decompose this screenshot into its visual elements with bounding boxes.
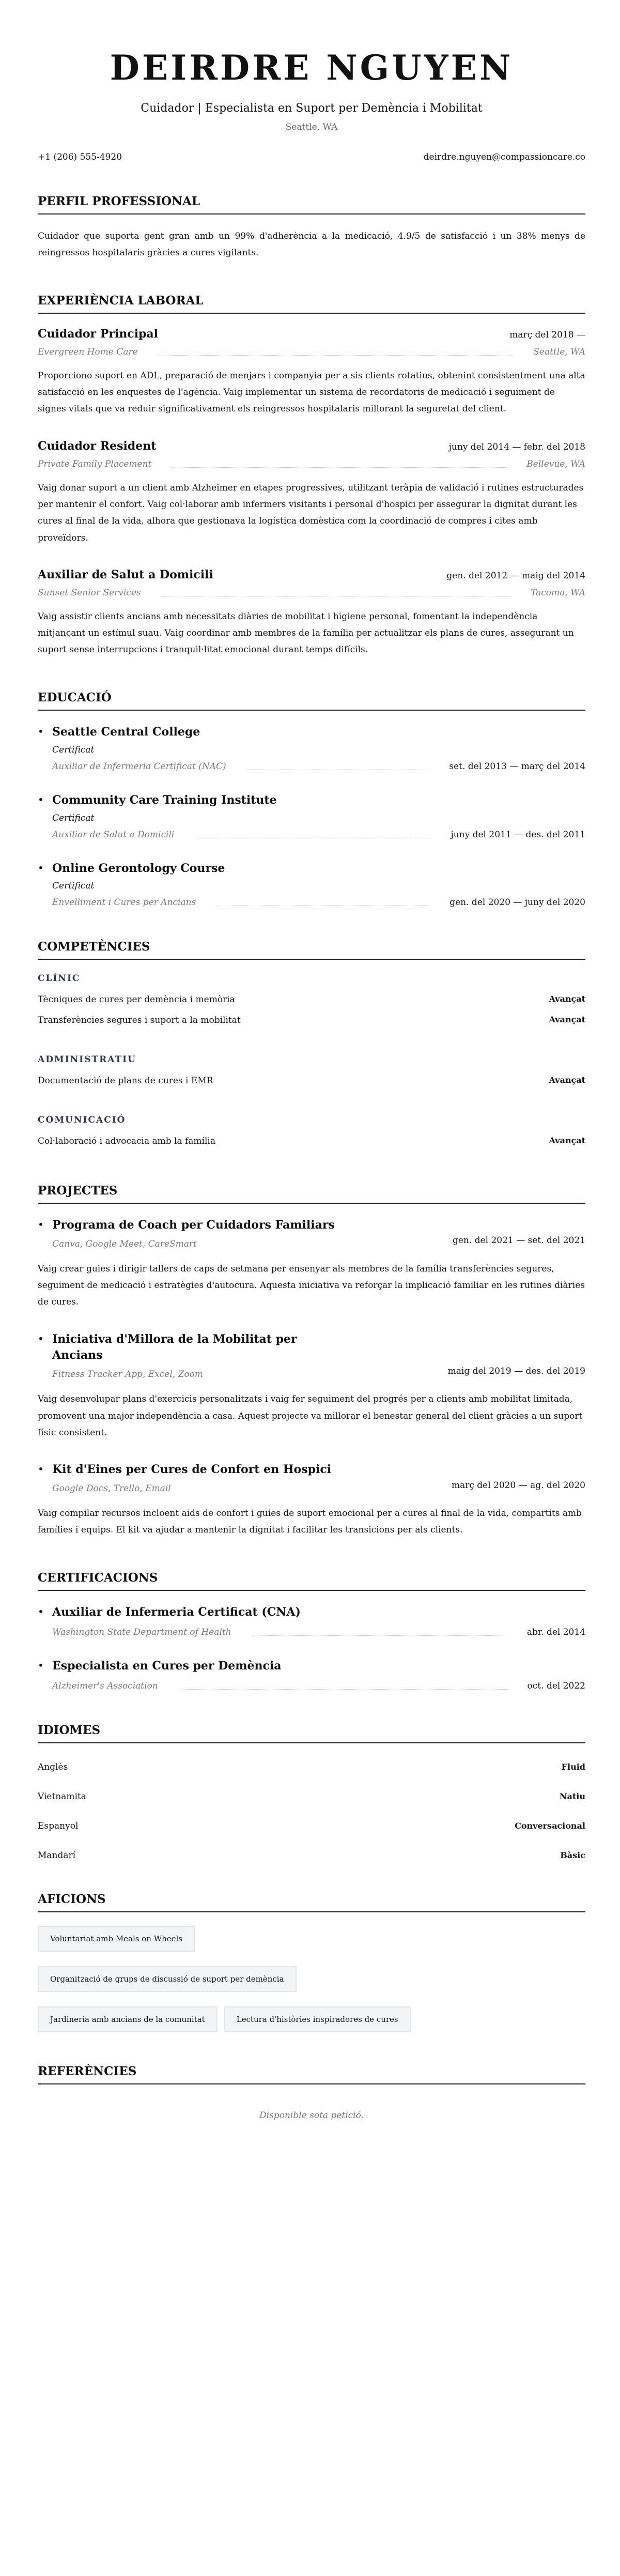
bullet-icon: •	[38, 1605, 44, 1618]
spacer	[38, 1031, 585, 1041]
language-row	[38, 1851, 585, 1860]
company-name: Sunset Senior Services	[38, 587, 141, 598]
certification-meta	[52, 1627, 585, 1637]
language-level: Natiu	[559, 1791, 585, 1801]
certification-meta	[52, 1681, 585, 1691]
school-name: Online Gerontology Course	[52, 861, 225, 875]
hobbies-section	[38, 1892, 585, 2032]
job-title: Cuidador Principal	[38, 327, 159, 341]
skill-row	[38, 1071, 585, 1091]
dot-leader	[252, 1635, 506, 1636]
company-name: Private Family Placement	[38, 458, 152, 469]
job-title: Cuidador Resident	[38, 439, 157, 453]
job-meta	[38, 459, 585, 469]
company-name: Evergreen Home Care	[38, 346, 138, 357]
dot-leader	[162, 595, 510, 596]
project-left	[52, 1331, 342, 1380]
project-tools: Fitness Tracker App, Excel, Zoom	[52, 1369, 204, 1380]
language-name: Vietnamita	[38, 1791, 86, 1802]
field-of-study: Auxiliar de Salut a Domicili	[52, 829, 175, 840]
certifications-section	[38, 1571, 585, 1691]
bullet-icon: •	[38, 1218, 44, 1231]
references-note: Disponible sota petició.	[259, 2110, 364, 2121]
language-name: Mandarí	[38, 1850, 76, 1861]
language-row	[38, 1792, 585, 1801]
project-title: Iniciativa d'Millora de la Mobilitat per Ancians	[52, 1332, 297, 1362]
skill-name: Col·laboració i advocacia amb la família	[38, 1136, 215, 1146]
skill-row	[38, 1010, 585, 1031]
project-tools: Canva, Google Meet, CareSmart	[52, 1238, 197, 1249]
skill-row	[38, 990, 585, 1010]
education-meta	[52, 897, 585, 908]
job-meta	[38, 588, 585, 598]
summary-text: Cuidador que suporta gent gran amb un 99% d'adherència a la medicació, 4.9/5 de satisfacció i un 38% menys de reingressos hospitalaris gràcies a cures vigilants.	[38, 231, 585, 258]
job-header	[38, 327, 585, 341]
issuer: Alzheimer's Association	[52, 1680, 158, 1691]
language-level: Conversacional	[515, 1820, 585, 1831]
section-heading: EDUCACIÓ	[38, 691, 585, 711]
languages-section	[38, 1723, 585, 1860]
skill-level: Avançat	[549, 1014, 585, 1024]
summary-section	[38, 194, 585, 262]
job-entry	[38, 439, 585, 546]
job-location: Bellevue, WA	[526, 458, 585, 469]
location: Seattle, WA	[285, 122, 338, 133]
degree: Certificat	[52, 812, 95, 823]
certification-name: Especialista en Cures per Demència	[52, 1659, 282, 1673]
headline: Cuidador | Especialista en Suport per Demència i Mobilitat	[141, 102, 483, 115]
skills-section	[38, 940, 585, 1151]
project-title: Programa de Coach per Cuidadors Familiars	[52, 1218, 335, 1232]
job-dates: març del 2018 —	[509, 329, 585, 340]
dot-leader	[179, 1689, 507, 1690]
skill-level: Avançat	[549, 994, 585, 1004]
bullet-icon: •	[38, 1659, 44, 1672]
project-left	[52, 1217, 335, 1249]
project-dates: gen. del 2021 — set. del 2021	[452, 1235, 585, 1246]
language-name: Espanyol	[38, 1820, 79, 1831]
project-dates: març del 2020 — ag. del 2020	[451, 1480, 585, 1491]
section-heading: REFERÈNCIES	[38, 2064, 585, 2084]
language-level: Bàsic	[560, 1850, 585, 1860]
bullet-icon: •	[38, 793, 44, 806]
section-heading: COMPETÈNCIES	[38, 940, 585, 960]
job-title: Auxiliar de Salut a Domicili	[38, 568, 213, 581]
field-of-study: Envelliment i Cures per Ancians	[52, 897, 196, 908]
projects-section	[38, 1184, 585, 1539]
section-heading: AFICIONS	[38, 1892, 585, 1912]
spacer	[38, 1091, 585, 1101]
job-dates: juny del 2014 — febr. del 2018	[448, 441, 585, 452]
project-tools: Google Docs, Trello, Email	[52, 1483, 171, 1494]
job-description: Vaig assistir clients ancians amb necessitats diàries de mobilitat i higiene personal, fomentant la independència mitjançant un estímul suau. Vaig coordinar amb membres de la família per actualitzar els plans de cures, assegurant un suport sense interrupcions i tranquil·litat emocional durant temps difícils.	[38, 611, 574, 655]
skill-level: Avançat	[549, 1075, 585, 1085]
certification-date: abr. del 2014	[526, 1627, 585, 1637]
job-meta	[38, 347, 585, 357]
degree: Certificat	[52, 881, 95, 892]
education-entry	[38, 724, 585, 772]
experience-section	[38, 294, 585, 658]
school-name: Community Care Training Institute	[52, 793, 277, 807]
job-description: Proporciono suport en ADL, preparació de menjars i companyia per a sis clients rotatius, obtenint consistentment una alta satisfacció en les enquestes de l'agència. Vaig implementar un sistema de recordatoris de medicació i seguiment de signes vitals que va reduir significativament els reingressos hospitalaris millorant la seguretat del client.	[38, 370, 585, 415]
certification-entry	[38, 1658, 585, 1691]
project-entry	[38, 1217, 585, 1311]
job-header	[38, 439, 585, 453]
dot-leader	[216, 905, 429, 906]
education-meta	[52, 761, 585, 772]
hobby-chip: Lectura d'històries inspiradores de cures	[224, 2006, 411, 2032]
project-header	[52, 1462, 585, 1494]
references-section	[38, 2064, 585, 2121]
bullet-icon: •	[38, 861, 44, 874]
section-heading: EXPERIÈNCIA LABORAL	[38, 294, 585, 314]
skill-name: Documentació de plans de cures i EMR	[38, 1075, 213, 1086]
dot-leader	[159, 355, 513, 356]
certification-entry	[38, 1604, 585, 1637]
field-of-study: Auxiliar de Infermeria Certificat (NAC)	[52, 761, 226, 772]
language-level: Fluid	[561, 1761, 585, 1772]
project-entry	[38, 1331, 585, 1442]
job-entry	[38, 568, 585, 658]
job-location: Tacoma, WA	[531, 587, 585, 598]
project-header	[52, 1331, 585, 1380]
project-description: Vaig compilar recursos incloent aids de confort i guies de suport emocional per a cures al final de la vida, compartits amb famílies i equips. El kit va ajudar a mantenir la dignitat i facilitar les transicions per als clients.	[38, 1508, 582, 1536]
dot-leader	[172, 467, 506, 468]
education-meta	[52, 830, 585, 840]
bullet-icon: •	[38, 725, 44, 738]
dot-leader	[195, 837, 430, 838]
skill-row	[38, 1131, 585, 1152]
job-location: Seattle, WA	[533, 346, 585, 357]
education-section	[38, 691, 585, 908]
bullet-icon: •	[38, 1332, 44, 1345]
project-description: Vaig crear guies i dirigir tallers de caps de setmana per ensenyar als membres de la família transferències segures, seguiment de medicació i estratègies d'autocura. Aquesta iniciativa va reforçar la implicació familiar en les rutines diàries de cures.	[38, 1263, 585, 1308]
skill-category: CLÍNIC	[38, 973, 81, 984]
email-link[interactable]: deirdre.nguyen@compassioncare.co	[423, 152, 585, 163]
job-description: Vaig donar suport a un client amb Alzheimer en etapes progressives, utilitzant teràpia de validació i rutines estructurades per mantenir el confort. Vaig col·laborar amb infermers visitants i personal d'hospici per assegurar la dignitat durant les cures al final de la vida, alhora que gestionava la logística domèstica com la coordinació de compres i cites amb proveïdors.	[38, 482, 584, 543]
skill-category: COMUNICACIÓ	[38, 1114, 126, 1125]
certification-name: Auxiliar de Infermeria Certificat (CNA)	[52, 1605, 301, 1619]
candidate-name: DEIRDRE NGUYEN	[110, 48, 514, 88]
skill-level: Avançat	[549, 1135, 585, 1145]
contact-row	[38, 152, 585, 162]
skill-name: Transferències segures i suport a la mobilitat	[38, 1015, 241, 1025]
hobby-chip: Organització de grups de discussió de suport per demència	[38, 1966, 297, 1992]
phone: +1 (206) 555-4920	[38, 152, 122, 163]
section-heading: CERTIFICACIONS	[38, 1571, 585, 1591]
education-entry	[38, 792, 585, 840]
project-description: Vaig desenvolupar plans d'exercicis personalitzats i vaig fer seguiment del progrés per a clients amb mobilitat limitada, promovent una major independència a casa. Aquest projecte va millorar el benestar general del client gràcies a un suport físic consistent.	[38, 1394, 583, 1438]
project-dates: maig del 2019 — des. del 2019	[447, 1366, 585, 1376]
issuer: Washington State Department of Health	[52, 1627, 231, 1637]
language-row	[38, 1822, 585, 1831]
hobby-chip: Jardineria amb ancians de la comunitat	[38, 2006, 218, 2032]
section-heading: PERFIL PROFESSIONAL	[38, 194, 585, 214]
education-dates: gen. del 2020 — juny del 2020	[450, 897, 585, 908]
section-heading: PROJECTES	[38, 1184, 585, 1204]
project-title: Kit d'Eines per Cures de Confort en Hospici	[52, 1463, 332, 1477]
language-name: Anglès	[38, 1761, 68, 1772]
certification-date: oct. del 2022	[527, 1680, 585, 1691]
skill-name: Tècniques de cures per demència i memòria	[38, 994, 235, 1005]
project-entry	[38, 1462, 585, 1538]
project-header	[52, 1217, 585, 1249]
section-heading: IDIOMES	[38, 1723, 585, 1743]
job-dates: gen. del 2012 — maig del 2014	[446, 570, 585, 581]
school-name: Seattle Central College	[52, 725, 200, 739]
job-entry	[38, 327, 585, 418]
skill-category: ADMINISTRATIU	[38, 1054, 136, 1065]
bullet-icon: •	[38, 1463, 44, 1476]
education-dates: juny del 2011 — des. del 2011	[451, 829, 585, 840]
dot-leader	[247, 769, 429, 770]
hobby-chip: Voluntariat amb Meals on Wheels	[38, 1926, 195, 1952]
degree: Certificat	[52, 744, 95, 755]
job-header	[38, 568, 585, 581]
project-left	[52, 1462, 331, 1494]
language-row	[38, 1763, 585, 1772]
education-dates: set. del 2013 — març del 2014	[449, 761, 585, 772]
education-entry	[38, 861, 585, 908]
